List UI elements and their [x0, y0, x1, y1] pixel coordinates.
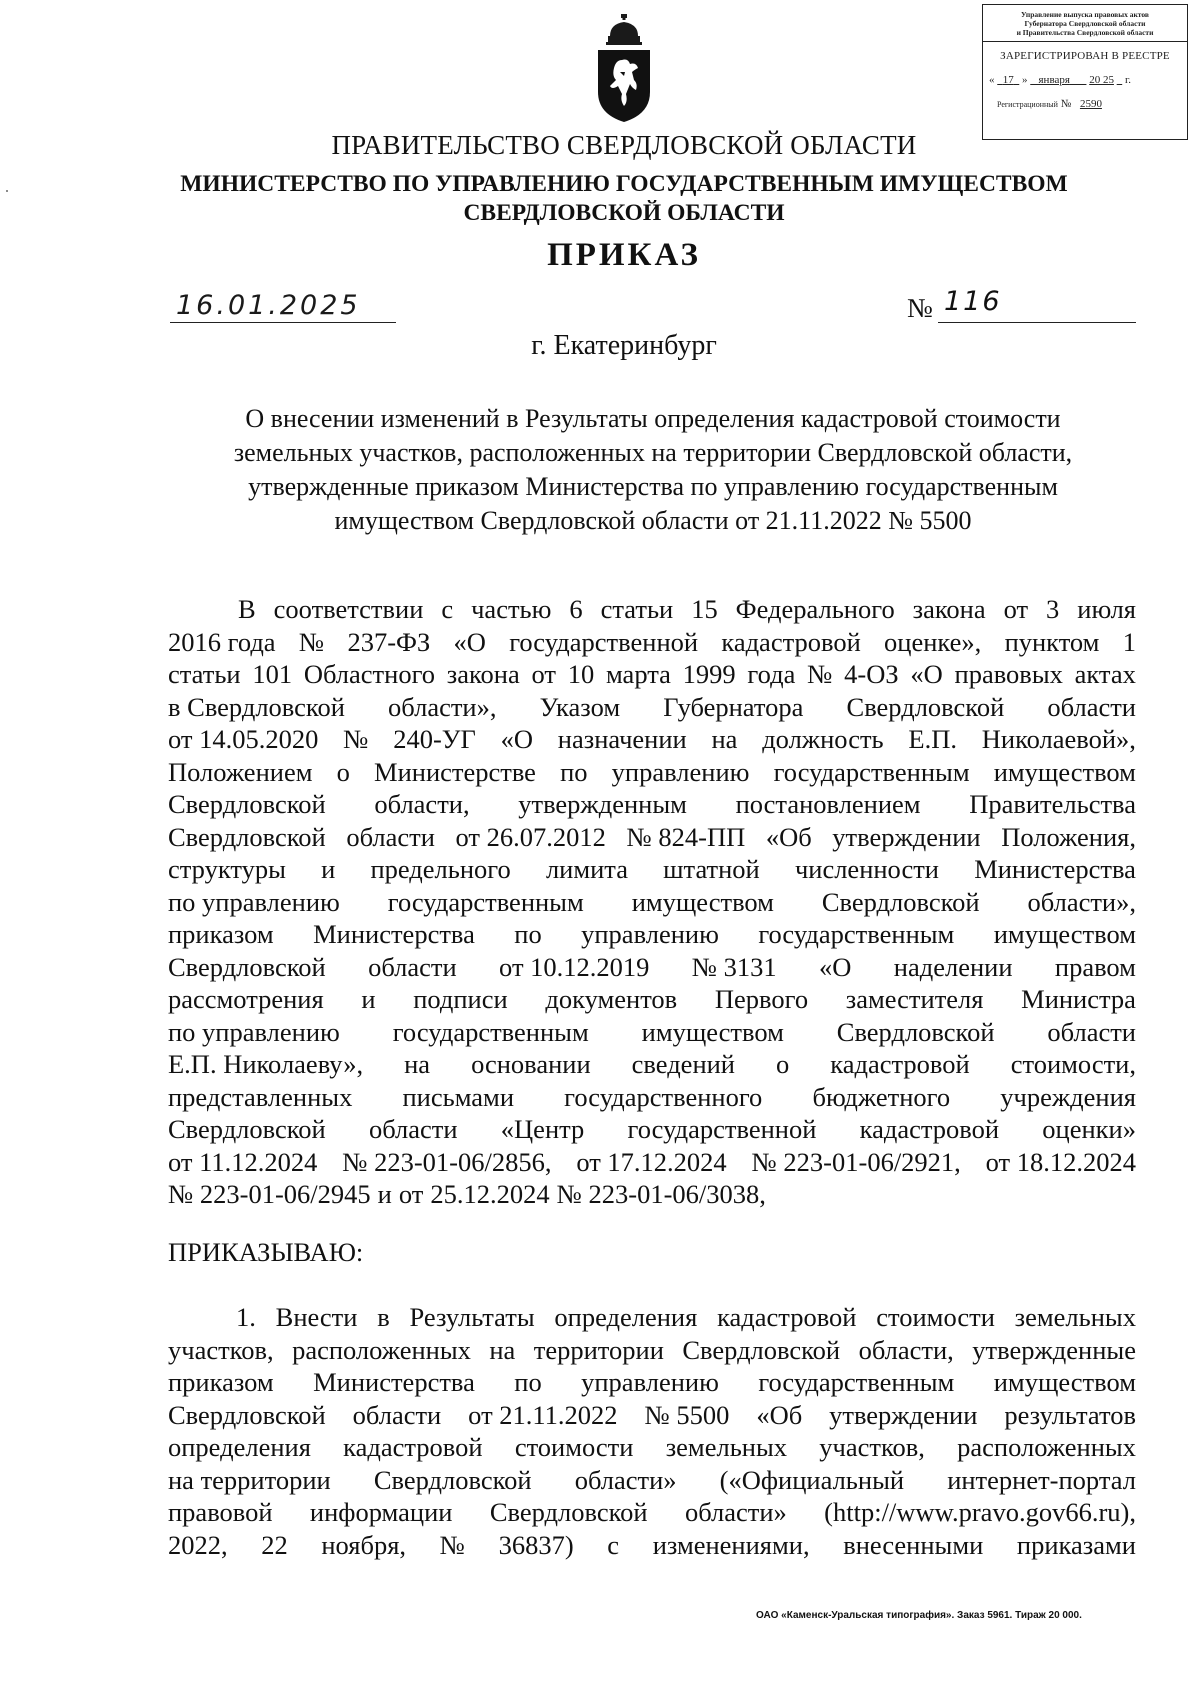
- word: Министерства: [313, 919, 475, 949]
- word: Свердловской: [168, 1114, 326, 1144]
- word: определения: [554, 1302, 698, 1332]
- word: на территории: [168, 1464, 331, 1495]
- word: имуществом: [641, 1016, 784, 1047]
- word: Министерстве: [374, 756, 536, 787]
- word: Правительства: [969, 789, 1136, 819]
- word: № 223-01-06/2921,: [751, 1146, 961, 1177]
- word: письмами: [402, 1081, 514, 1112]
- word: утверждении: [829, 1399, 978, 1430]
- word: 15: [691, 594, 718, 624]
- word: стоимости,: [1010, 1049, 1136, 1079]
- word: участков,: [819, 1432, 925, 1462]
- text-line: [168, 658, 1136, 691]
- text-line: [168, 756, 1136, 789]
- word: управлению: [581, 919, 719, 949]
- stamp-date: [983, 74, 1187, 86]
- word: территории: [533, 1334, 664, 1365]
- word: от: [531, 659, 556, 689]
- word: по: [514, 1367, 542, 1397]
- word: на: [711, 724, 738, 754]
- word: Первого: [714, 984, 809, 1014]
- word: № 223-01-06/2856,: [342, 1146, 552, 1177]
- word: № 824-ПП: [626, 821, 746, 852]
- word: Областного: [303, 659, 436, 689]
- word: 2016 года: [168, 626, 276, 657]
- word: кадастровой: [859, 1114, 1000, 1144]
- word: Свердловской: [168, 821, 326, 852]
- word: № 5500: [644, 1399, 730, 1430]
- word: с: [607, 1529, 620, 1560]
- word: Положением: [168, 756, 313, 787]
- word: в Свердловской: [168, 691, 345, 722]
- word: имуществом: [993, 919, 1136, 949]
- word: 6: [569, 594, 583, 624]
- word: Свердловской: [489, 1497, 648, 1527]
- word: Министерства: [313, 1367, 475, 1397]
- word: документов: [545, 984, 678, 1014]
- word: Федерального: [735, 594, 895, 624]
- word: 1: [1122, 626, 1136, 657]
- word: государственным: [773, 756, 970, 787]
- word: закона: [446, 659, 520, 689]
- word: «О: [819, 951, 852, 982]
- word: Е.П. Николаеву»,: [168, 1049, 364, 1079]
- word: 2022,: [168, 1529, 228, 1560]
- word: 3: [1046, 594, 1060, 624]
- word: Свердловской: [682, 1334, 841, 1365]
- word: результатов: [1004, 1399, 1136, 1430]
- word: «О: [910, 659, 943, 689]
- word: численности: [794, 854, 939, 884]
- text-line: [168, 853, 1136, 886]
- word: по управлению: [168, 1016, 340, 1047]
- text-line: [168, 1048, 1136, 1081]
- order-subject: [170, 402, 1136, 538]
- word: ноября,: [321, 1529, 407, 1560]
- word: кадастровой: [721, 626, 861, 657]
- text-line: [168, 1399, 1136, 1432]
- stamp-date-day-value: 17: [1002, 74, 1014, 86]
- word: от 17.12.2024: [576, 1146, 727, 1177]
- word: оценке»,: [884, 626, 982, 657]
- ministry-title-line1: МИНИСТЕРСТВО ПО УПРАВЛЕНИЮ ГОСУДАРСТВЕННЫМ ИМУЩЕСТВОМ: [180, 171, 1068, 197]
- word: утвержденным: [518, 789, 687, 819]
- text-line: [168, 1081, 1136, 1114]
- word: бюджетного: [812, 1081, 951, 1112]
- stamp-date-suffix: г.: [1124, 74, 1131, 86]
- coat-of-arms-icon: [592, 14, 656, 124]
- word: от 21.11.2022: [468, 1399, 618, 1430]
- printer-imprint: ОАО «Каменск-Уральская типография». Заказ 5961. Тираж 20 000.: [756, 1610, 1082, 1621]
- text-line: [168, 1366, 1136, 1399]
- word: информации: [309, 1497, 453, 1527]
- word: государственным: [387, 886, 584, 917]
- word: правовой: [168, 1497, 273, 1527]
- word: участков,: [168, 1334, 274, 1365]
- word: области: [368, 1114, 458, 1144]
- stamp-date-year: 20 25: [1089, 74, 1114, 86]
- word: области»,: [388, 691, 497, 722]
- order-number-label: №: [907, 293, 933, 323]
- word: области,: [858, 1334, 954, 1365]
- word: июля: [1077, 594, 1136, 624]
- word: области: [1047, 1016, 1136, 1047]
- word: Указом: [539, 691, 621, 722]
- word: области: [368, 951, 457, 982]
- decree-word: ПРИКАЗЫВАЮ:: [168, 1237, 364, 1267]
- word: «О: [500, 724, 534, 754]
- word: 1999: [682, 659, 736, 689]
- word: от: [1003, 594, 1029, 624]
- ministry-title-line2: СВЕРДЛОВСКОЙ ОБЛАСТИ: [463, 200, 785, 226]
- word: земельных: [665, 1432, 788, 1462]
- stamp-date-close-quote: »: [1022, 74, 1028, 86]
- text-line: [168, 1464, 1136, 1497]
- subject-line: О внесении изменений в Результаты определения кадастровой стоимости: [245, 404, 1061, 433]
- text-line: [168, 951, 1136, 984]
- registry-stamp: [982, 4, 1188, 140]
- word: области»: [684, 1497, 787, 1527]
- word: расположенных: [292, 1334, 471, 1365]
- word: №: [807, 659, 833, 689]
- word: кадастровой: [830, 1049, 970, 1079]
- stamp-header-line: и Правительства Свердловской области: [1016, 28, 1154, 37]
- word: Свердловской: [168, 951, 326, 982]
- word: имуществом: [993, 756, 1136, 787]
- word: области»,: [1027, 886, 1136, 917]
- number-underline: [938, 322, 1136, 323]
- text-line: [168, 1334, 1136, 1367]
- word: Министра: [1021, 984, 1136, 1014]
- word: 1.: [236, 1302, 256, 1332]
- word: имуществом: [993, 1367, 1136, 1397]
- word: Министерства: [974, 854, 1136, 884]
- stamp-date-month-value: января: [1038, 74, 1070, 86]
- word: подписи: [413, 984, 508, 1014]
- word: и: [377, 1179, 392, 1209]
- word: Положения,: [1001, 821, 1136, 852]
- word: государственным: [758, 919, 955, 949]
- text-line: [168, 593, 1136, 626]
- text-line: [168, 788, 1136, 821]
- stamp-registration: [983, 98, 1187, 110]
- word: стоимости: [876, 1302, 995, 1332]
- word: №: [298, 626, 325, 657]
- word: («Официальный: [719, 1464, 905, 1495]
- stamp-date-day: [997, 74, 1019, 86]
- scan-speck: [6, 190, 8, 192]
- word: по: [560, 756, 588, 787]
- word: «Центр: [500, 1114, 585, 1144]
- word: года: [747, 659, 796, 689]
- word: назначении: [557, 724, 687, 754]
- word: статьи: [600, 594, 674, 624]
- word: определения: [168, 1432, 311, 1462]
- word: 101: [252, 659, 293, 689]
- word: от 11.12.2024: [168, 1146, 318, 1177]
- word: № 223-01-06/3038,: [556, 1179, 766, 1209]
- word: по управлению: [168, 886, 340, 917]
- word: государственной: [627, 1114, 817, 1144]
- word: 25.12.2024: [430, 1179, 550, 1209]
- word: области: [352, 1399, 442, 1430]
- word: кадастровой: [343, 1432, 483, 1462]
- word: на: [404, 1049, 431, 1079]
- word: о: [336, 756, 350, 787]
- stamp-reg-label: Регистрационный: [997, 100, 1058, 109]
- word: № 3131: [691, 951, 777, 982]
- subject-line: земельных участков, расположенных на территории Свердловской области,: [233, 438, 1073, 467]
- word: статьи: [168, 659, 241, 689]
- text-line: [168, 1301, 1136, 1334]
- word: Свердловской: [168, 789, 326, 819]
- ministry-title: [0, 170, 1200, 228]
- preamble-paragraph: [168, 593, 1136, 1211]
- government-title: ПРАВИТЕЛЬСТВО СВЕРДЛОВСКОЙ ОБЛАСТИ: [331, 130, 917, 160]
- word: и: [321, 854, 336, 884]
- subject-line: утвержденные приказом Министерства по управлению государственным: [248, 472, 1058, 501]
- stamp-header-line: Губернатора Свердловской области: [1024, 19, 1146, 28]
- word: государственной: [509, 626, 699, 657]
- text-line: [168, 886, 1136, 919]
- word: Свердловской: [821, 886, 980, 917]
- word: внесенными: [843, 1529, 984, 1560]
- word: 240-УГ: [393, 724, 476, 754]
- stamp-header-line: Управление выпуска правовых актов: [1021, 10, 1149, 19]
- word: от 10.12.2019: [499, 951, 650, 982]
- word: по: [514, 919, 542, 949]
- word: о: [776, 1049, 790, 1079]
- word: правом: [1054, 951, 1136, 982]
- word: государственным: [758, 1367, 955, 1397]
- word: предельного: [370, 854, 511, 884]
- stamp-header: [983, 5, 1187, 42]
- word: оценки»: [1042, 1114, 1136, 1144]
- word: в: [377, 1302, 390, 1332]
- order-title: ПРИКАЗ: [547, 237, 701, 273]
- word: Николаевой»,: [981, 724, 1136, 754]
- word: приказом: [168, 1367, 274, 1397]
- handwritten-date: 16.01.2025: [176, 290, 361, 321]
- word: должность: [762, 724, 884, 754]
- word: приказом: [168, 919, 274, 949]
- text-line: [168, 1496, 1136, 1529]
- text-line: [168, 691, 1136, 724]
- word: соответствии: [273, 594, 424, 624]
- word: Свердловской: [846, 691, 1005, 722]
- word: структуры: [168, 854, 286, 884]
- word: Результаты: [409, 1302, 535, 1332]
- word: стоимости: [514, 1432, 634, 1462]
- word: «О: [453, 626, 486, 657]
- text-line: [168, 1113, 1136, 1146]
- word: актах: [1074, 659, 1136, 689]
- word: штатной: [663, 854, 760, 884]
- word: Внести: [275, 1302, 358, 1332]
- word: 10: [567, 659, 595, 689]
- text-line: [168, 821, 1136, 854]
- stamp-reg-no-sign: №: [1060, 98, 1072, 110]
- word: 237-ФЗ: [347, 626, 431, 657]
- word: от 14.05.2020: [168, 724, 319, 754]
- word: правовых: [954, 659, 1063, 689]
- word: области,: [374, 789, 470, 819]
- word: учреждения: [1000, 1081, 1136, 1112]
- word: на: [489, 1334, 516, 1365]
- word: кадастровой: [717, 1302, 857, 1332]
- stamp-date-open-quote: «: [989, 74, 995, 86]
- subject-line: имуществом Свердловской области от 21.11.2022 № 5500: [334, 506, 972, 535]
- word: и: [361, 984, 376, 1014]
- word: рассмотрения: [168, 984, 324, 1014]
- text-line: [168, 1178, 1136, 1211]
- word: от 26.07.2012: [455, 821, 606, 852]
- handwritten-order-number: 116: [944, 286, 1002, 317]
- word: №: [343, 724, 369, 754]
- date-underline: [170, 322, 396, 323]
- word: В: [238, 594, 256, 624]
- text-line: [168, 1146, 1136, 1179]
- word: представленных: [168, 1081, 353, 1112]
- text-line: [168, 1431, 1136, 1464]
- word: интернет-портал: [947, 1464, 1136, 1495]
- word: Свердловской: [373, 1464, 532, 1495]
- word: лимита: [545, 854, 628, 884]
- word: «Об: [765, 821, 812, 852]
- text-line: [168, 626, 1136, 659]
- word: «Об: [756, 1399, 803, 1430]
- word: наделении: [893, 951, 1013, 982]
- stamp-date-month: [1030, 74, 1086, 86]
- word: сведений: [631, 1049, 735, 1079]
- word: от: [398, 1179, 424, 1209]
- word: земельных: [1014, 1302, 1136, 1332]
- item-1-paragraph: [168, 1301, 1136, 1561]
- word: №: [439, 1529, 465, 1560]
- word: управлению: [581, 1367, 719, 1397]
- word: изменениями,: [652, 1529, 810, 1560]
- stamp-date-year-pad: [1117, 74, 1123, 86]
- word: (http://www.pravo.gov66.ru),: [824, 1497, 1136, 1527]
- word: расположенных: [957, 1432, 1136, 1462]
- text-line: [168, 918, 1136, 951]
- city-line: г. Екатеринбург: [531, 330, 717, 361]
- word: заместителя: [845, 984, 984, 1014]
- word: управлению: [611, 756, 750, 787]
- word: 4-ОЗ: [844, 659, 899, 689]
- text-line: [168, 983, 1136, 1016]
- text-line: [168, 1016, 1136, 1049]
- word: пунктом: [1004, 626, 1100, 657]
- word: утверждении: [832, 821, 981, 852]
- word: основании: [471, 1049, 591, 1079]
- stamp-registered-label: ЗАРЕГИСТРИРОВАН В РЕЕСТРЕ: [1000, 50, 1170, 62]
- word: Свердловской: [168, 1399, 326, 1430]
- word: Свердловской: [836, 1016, 995, 1047]
- word: № 223-01-06/2945: [168, 1179, 371, 1209]
- word: частью: [471, 594, 552, 624]
- word: от 18.12.2024: [985, 1146, 1136, 1177]
- word: 36837): [498, 1529, 574, 1560]
- word: утвержденные: [972, 1334, 1136, 1365]
- word: приказами: [1016, 1529, 1136, 1560]
- stamp-reg-number: 2590: [1079, 98, 1102, 110]
- word: Губернатора: [663, 691, 804, 722]
- word: закона: [912, 594, 986, 624]
- word: с: [441, 594, 454, 624]
- word: области: [1047, 691, 1136, 722]
- word: области: [346, 821, 435, 852]
- word: государственного: [564, 1081, 763, 1112]
- word: Е.П.: [908, 724, 957, 754]
- word: имуществом: [631, 886, 774, 917]
- word: государственным: [392, 1016, 589, 1047]
- text-line: [168, 1529, 1136, 1562]
- text-line: [168, 723, 1136, 756]
- word: постановлением: [735, 789, 921, 819]
- word: марта: [605, 659, 671, 689]
- word: 22: [261, 1529, 288, 1560]
- word: области»: [574, 1464, 677, 1495]
